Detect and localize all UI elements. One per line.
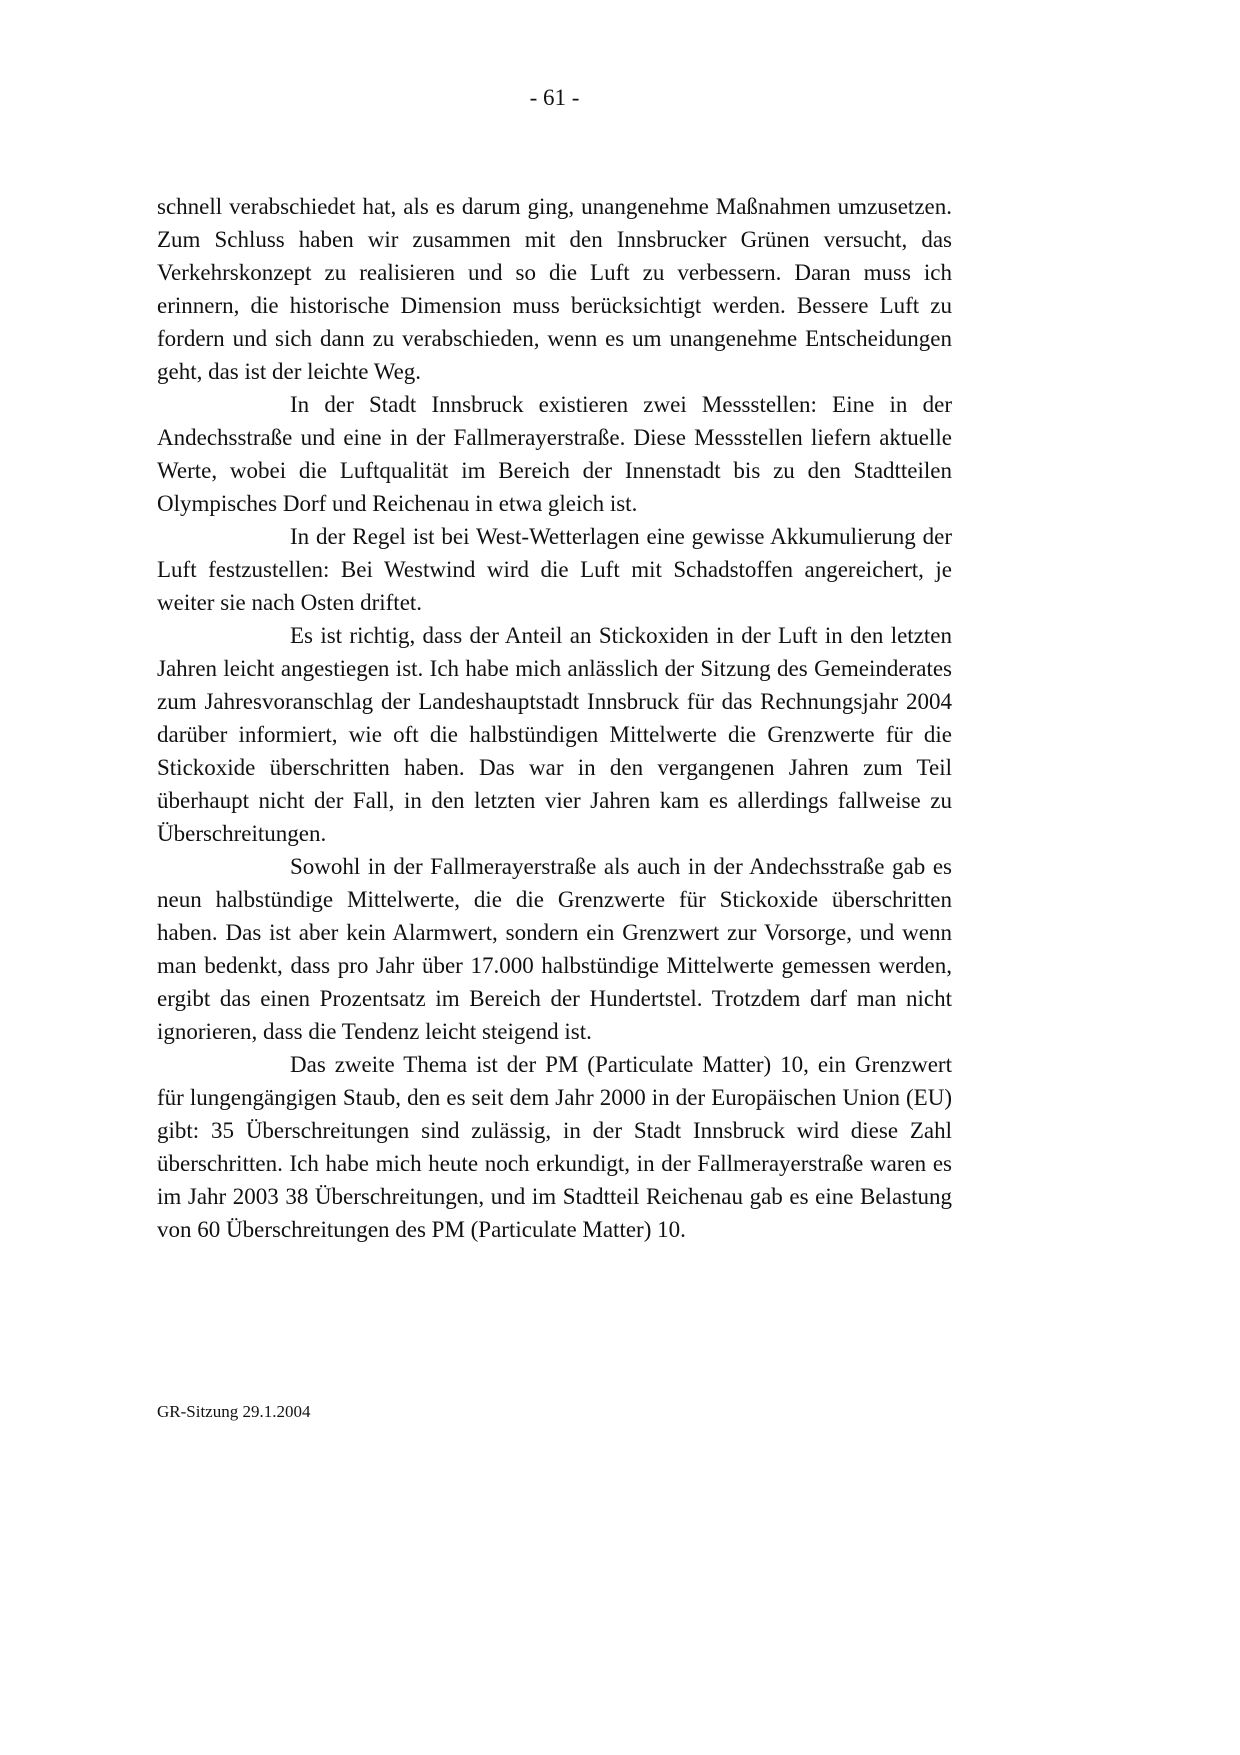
paragraph: Sowohl in der Fallmerayerstraße als auch in der Andechsstraße gab es neun halbstündige Mittelwerte, die die Grenzwerte für Stickoxide überschritten haben. Das ist aber kein Alarmwert, sondern ein Grenzwert zur Vorsorge, und wenn man bedenkt, dass pro Jahr über 17.000 halbstündige Mittelwerte gemessen werden, ergibt das einen Prozentsatz im Bereich der Hundertstel. Trotzdem darf man nicht ignorieren, dass die Tendenz leicht steigend ist. [157, 854, 952, 1044]
page-number: - 61 - [529, 85, 580, 110]
paragraph: In der Regel ist bei West-Wetterlagen eine gewisse Akkumulierung der Luft festzustellen: Bei Westwind wird die Luft mit Schadstoffen angereichert, je weiter sie nach Osten driftet. [157, 524, 952, 615]
footer-session-note: GR-Sitzung 29.1.2004 [157, 1402, 311, 1421]
paragraph: schnell verabschiedet hat, als es darum ging, unangenehme Maßnahmen umzusetzen. Zum Schluss haben wir zusammen mit den Innsbrucker Grünen versucht, das Verkehrskonzept zu realisieren und so die Luft zu verbessern. Daran muss ich erinnern, die historische Dimension muss berücksichtigt werden. Bessere Luft zu fordern und sich dann zu verabschieden, wenn es um unangenehme Entscheidungen geht, das ist der leichte Weg. [157, 194, 952, 384]
document-body [157, 190, 952, 1246]
paragraph: Es ist richtig, dass der Anteil an Stickoxiden in der Luft in den letzten Jahren leicht angestiegen ist. Ich habe mich anlässlich der Sitzung des Gemeinderates zum Jahresvoranschlag der Landeshauptstadt Innsbruck für das Rechnungsjahr 2004 darüber informiert, wie oft die halbstündigen Mittelwerte die Grenzwerte für die Stickoxide überschritten haben. Das war in den vergangenen Jahren zum Teil überhaupt nicht der Fall, in den letzten vier Jahren kam es allerdings fallweise zu Überschreitungen. [157, 623, 952, 846]
paragraph: In der Stadt Innsbruck existieren zwei Messstellen: Eine in der Andechsstraße und eine in der Fallmerayerstraße. Diese Messstellen liefern aktuelle Werte, wobei die Luftqualität im Bereich der Innenstadt bis zu den Stadtteilen Olympisches Dorf und Reichenau in etwa gleich ist. [157, 392, 952, 516]
paragraph: Das zweite Thema ist der PM (Particulate Matter) 10, ein Grenzwert für lungengängigen Staub, den es seit dem Jahr 2000 in der Europäischen Union (EU) gibt: 35 Überschreitungen sind zulässig, in der Stadt Innsbruck wird diese Zahl überschritten. Ich habe mich heute noch erkundigt, in der Fallmerayerstraße waren es im Jahr 2003 38 Überschreitungen, und im Stadtteil Reichenau gab es eine Belastung von 60 Überschreitungen des PM (Particulate Matter) 10. [157, 1052, 952, 1242]
